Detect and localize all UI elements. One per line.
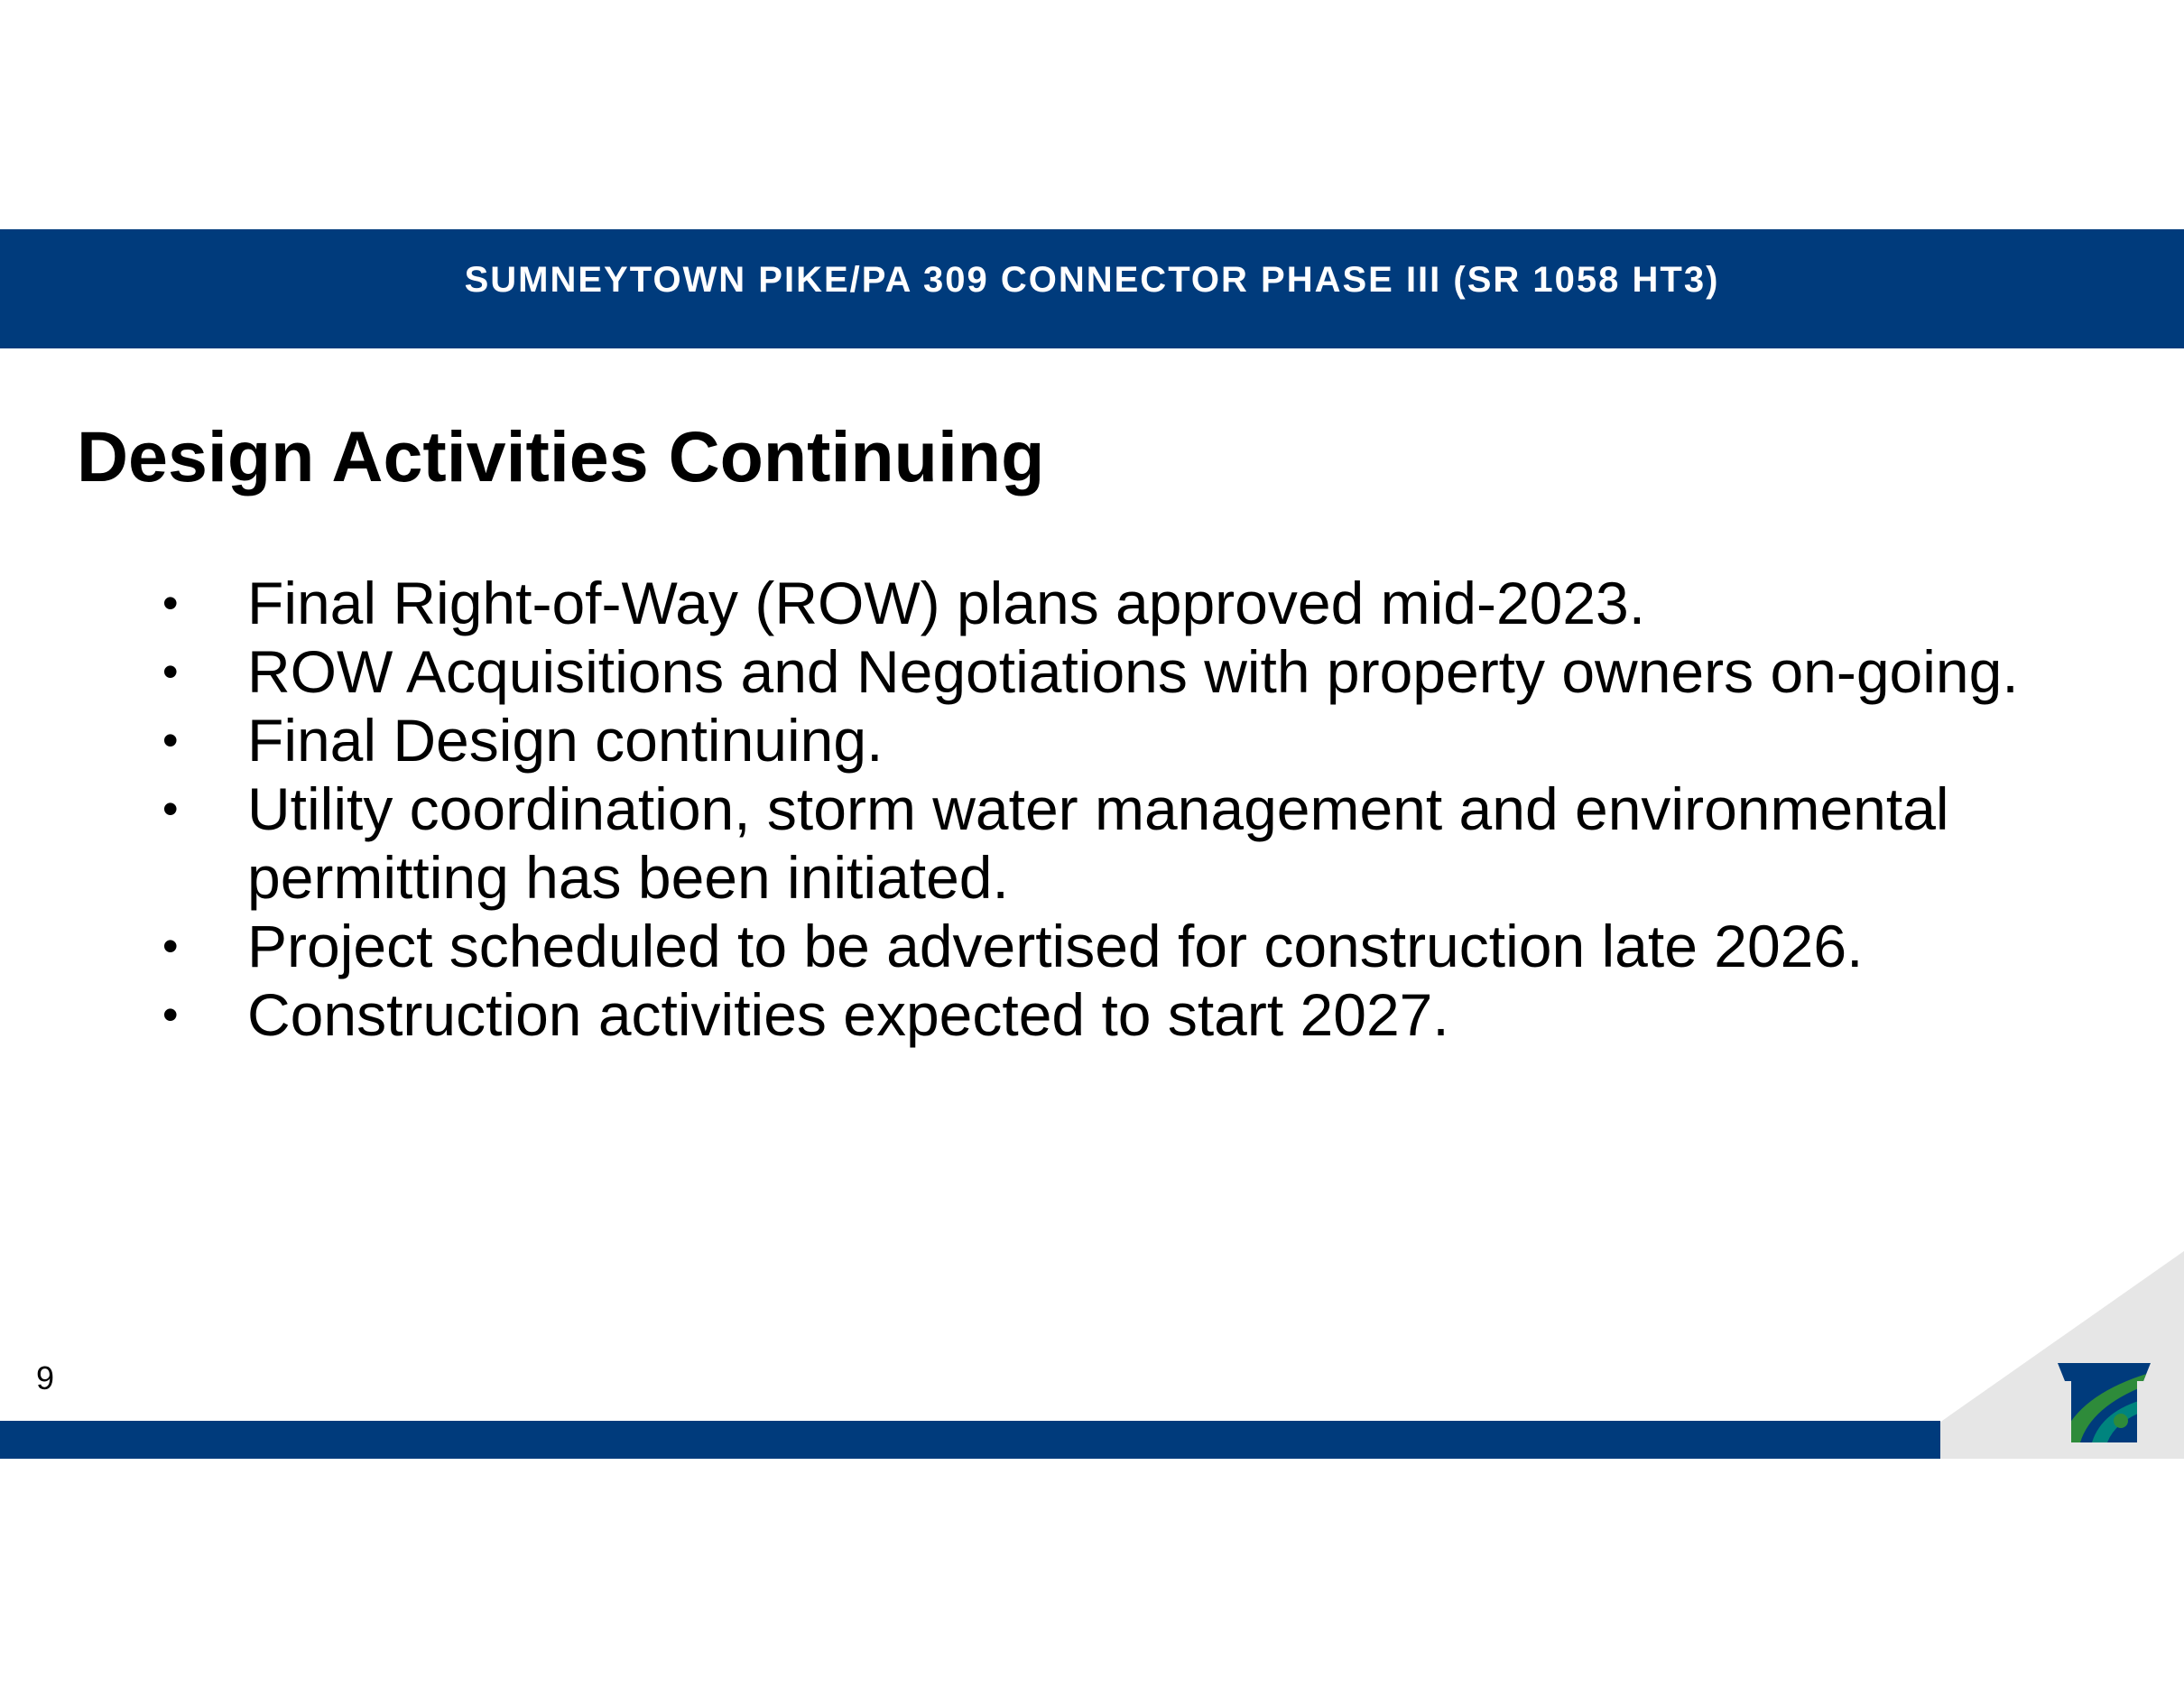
header-title: SUMNEYTOWN PIKE/PA 309 CONNECTOR PHASE III (SR 1058 HT3) [464, 259, 1720, 300]
page-number: 9 [36, 1359, 55, 1396]
slide-title: Design Activities Continuing [77, 416, 1045, 496]
bullet-text: Construction activities expected to start 2027. [247, 981, 1449, 1048]
bullet-dot: • [162, 921, 179, 971]
bullet-text: ROW Acquisitions and Negotiations with property owners on-going. [247, 638, 2019, 705]
bullet-dot: • [162, 646, 179, 697]
bullet-text: Project scheduled to be advertised for construction late 2026. [247, 913, 1864, 979]
bullet-dot: • [162, 784, 179, 834]
bullet-text: Final Design continuing. [247, 707, 884, 774]
bullet-dot: • [162, 715, 179, 765]
bullet-text: Utility coordination, storm water management and environmental permitting has been initiated. [247, 775, 1949, 911]
bullet-dot: • [162, 989, 179, 1040]
bullet-dot: • [162, 578, 179, 628]
bullet-text: Final Right-of-Way (ROW) plans approved mid-2023. [247, 570, 1646, 636]
